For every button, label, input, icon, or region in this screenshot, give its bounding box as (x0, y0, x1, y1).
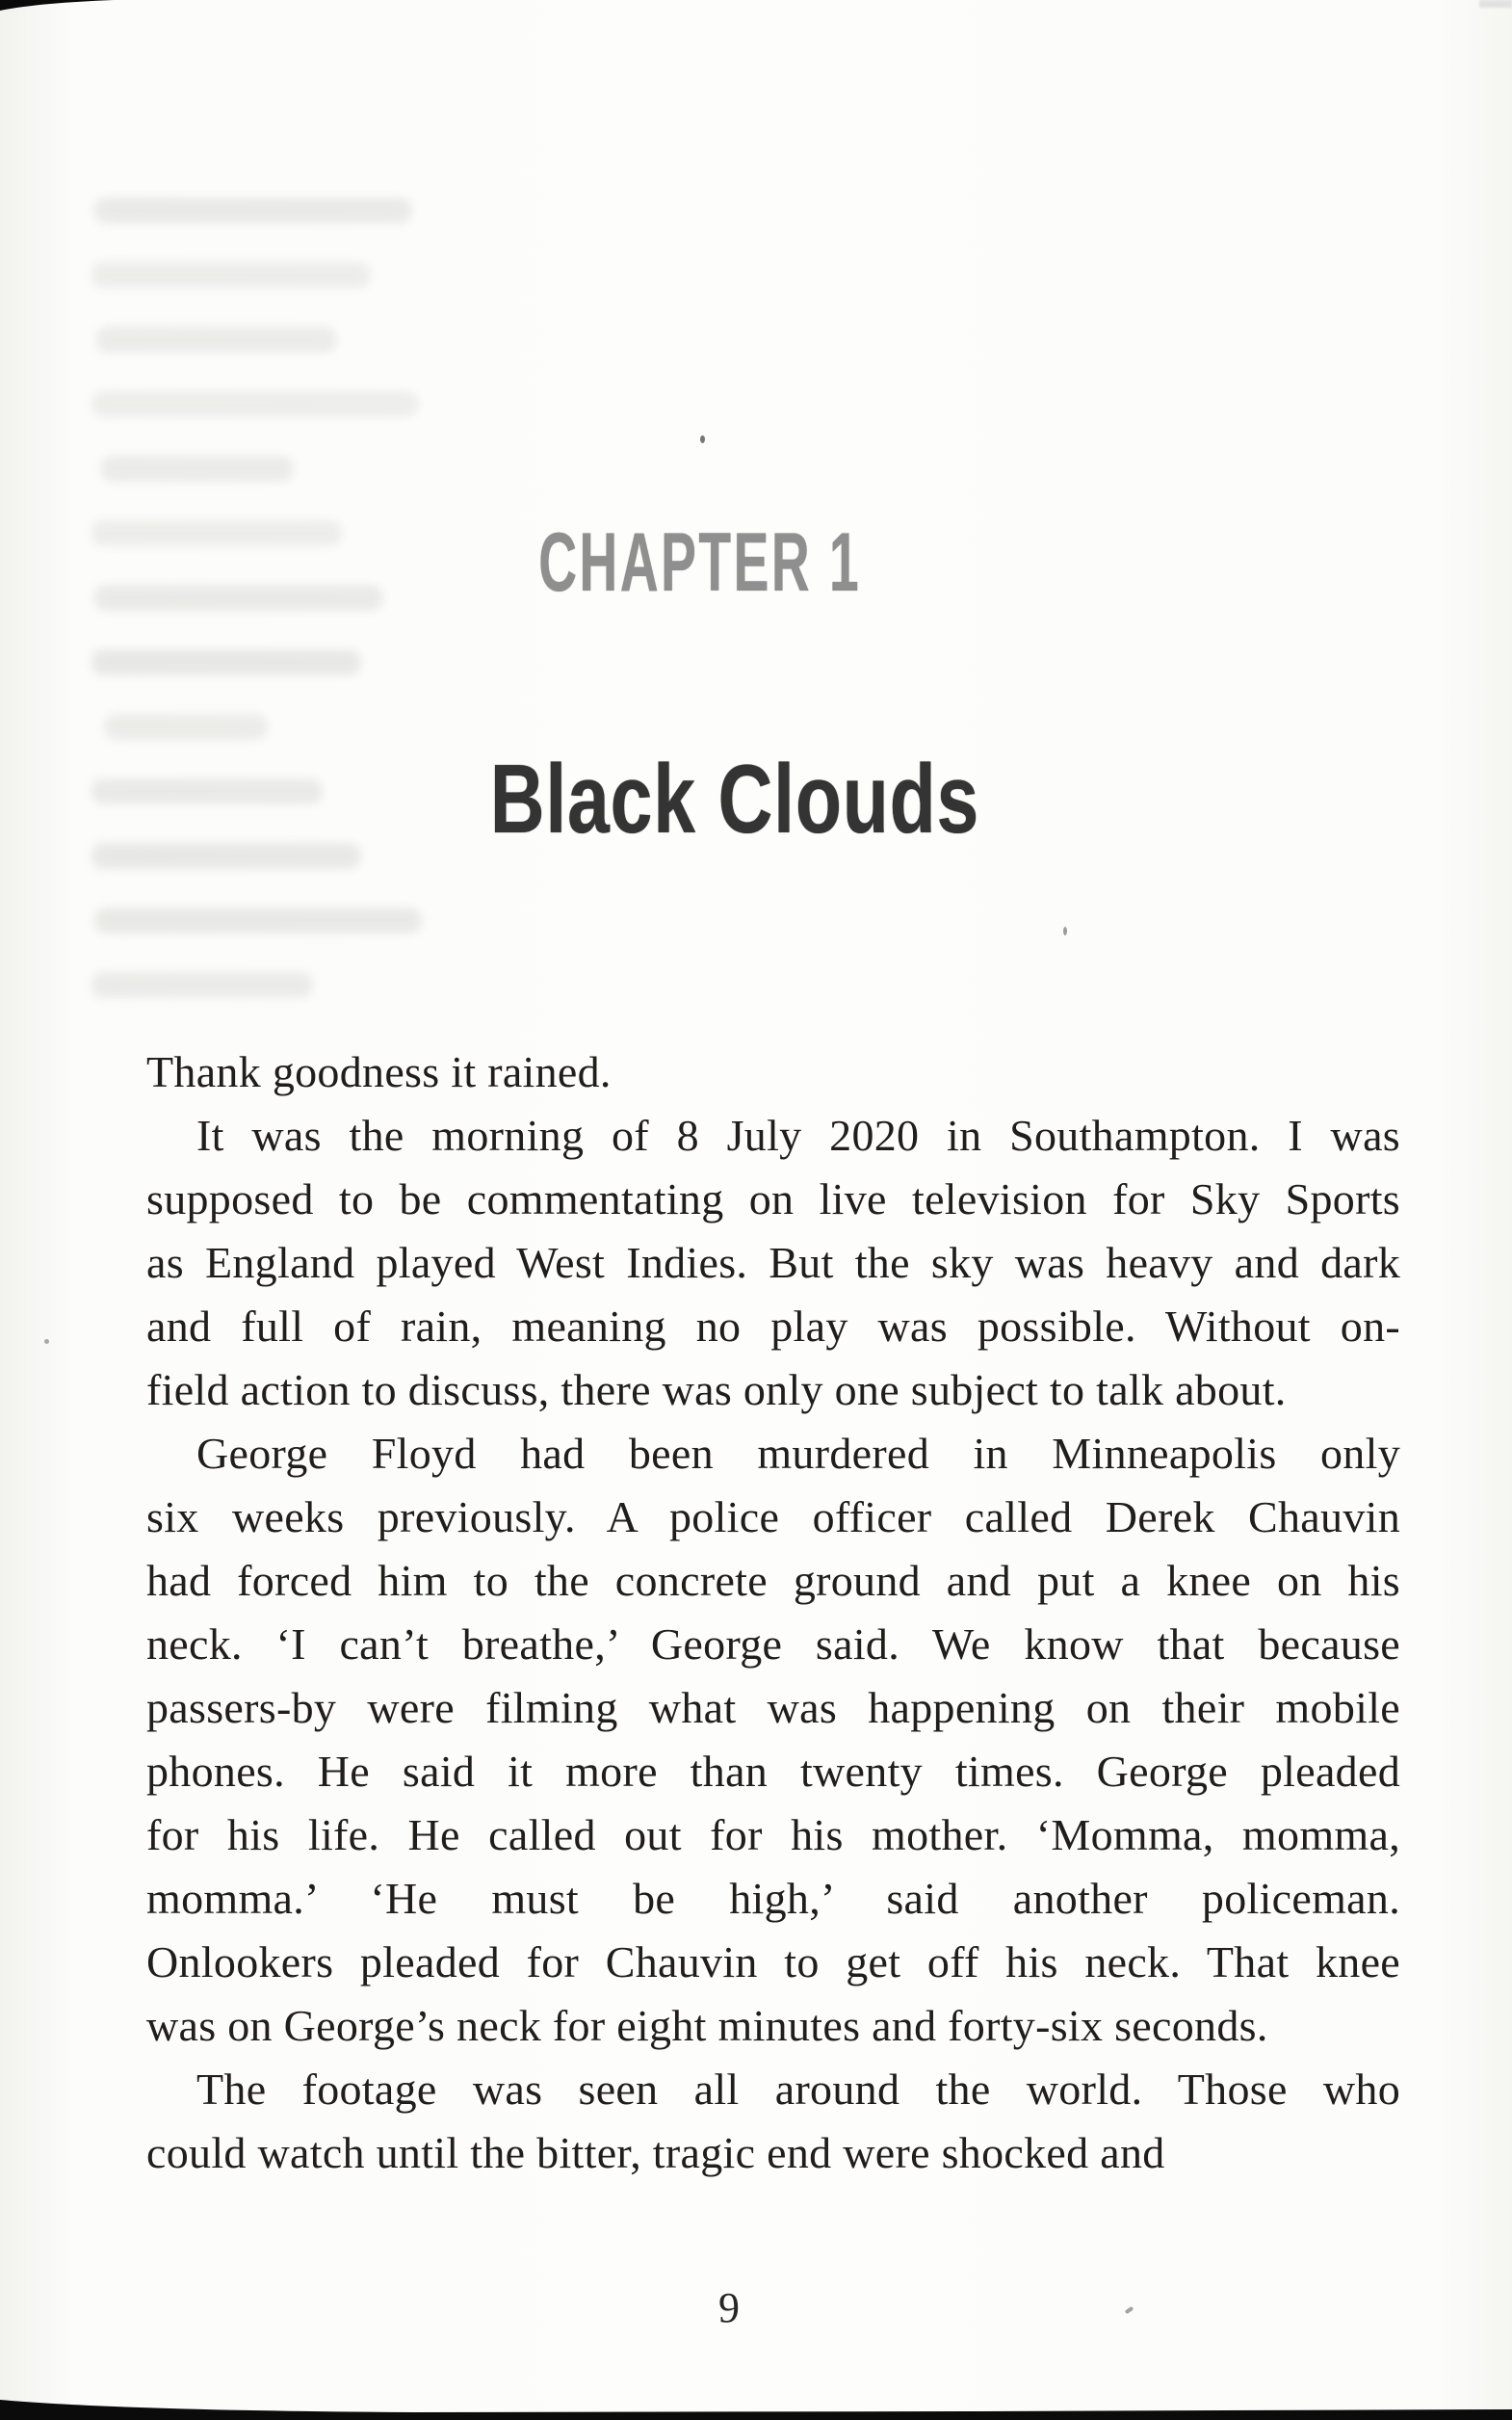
body-line: was on George’s neck for eight minutes and forty-six seconds. (146, 2001, 1268, 2050)
body-line: It was the morning of 8 July 2020 in Southampton. I was (196, 1111, 1400, 1160)
body-line: The footage was seen all around the world. Those who (196, 2065, 1400, 2114)
ink-speck (1063, 927, 1067, 935)
body-line: passers-by were filming what was happening on their mobile (146, 1683, 1400, 1732)
body-text (146, 1040, 1400, 2185)
bleedthrough-line (101, 456, 294, 482)
bleedthrough-line (91, 391, 419, 417)
ink-speck (1125, 2306, 1134, 2314)
bleedthrough-line (91, 262, 371, 288)
body-line: supposed to be commentating on live television for Sky Sports (146, 1174, 1400, 1223)
bleedthrough-line (96, 327, 337, 353)
body-line: phones. He said it more than twenty times. George pleaded (146, 1747, 1400, 1796)
bleedthrough-line (94, 197, 412, 224)
chapter-heading-row (0, 516, 1512, 609)
bleedthrough-line (91, 649, 361, 675)
body-line: and full of rain, meaning no play was possible. Without on- (146, 1302, 1400, 1351)
chapter-heading: CHAPTER 1 (538, 516, 862, 609)
body-line: as England played West Indies. But the sky was heavy and dark (146, 1238, 1400, 1287)
body-line: six weeks previously. A police officer called Derek Chauvin (146, 1492, 1400, 1541)
chapter-title-row (0, 746, 1512, 854)
bottom-page-edge-shadow (0, 2391, 1512, 2420)
body-line: Onlookers pleaded for Chauvin to get off his neck. That knee (146, 1937, 1400, 1986)
top-right-page-edge-mark (1479, 0, 1512, 8)
bleedthrough-line (104, 714, 268, 740)
body-line: field action to discuss, there was only one subject to talk about. (146, 1365, 1287, 1414)
bleedthrough-line (91, 972, 313, 998)
body-line: momma.’ ‘He must be high,’ said another policeman. (146, 1874, 1400, 1923)
chapter-title: Black Clouds (489, 746, 980, 854)
body-line: George Floyd had been murdered in Minneapolis only (196, 1429, 1400, 1478)
body-line: had forced him to the concrete ground and put a knee on his (146, 1556, 1400, 1605)
body-line: Thank goodness it rained. (146, 1047, 612, 1096)
body-line: for his life. He called out for his mother. ‘Momma, momma, (146, 1810, 1400, 1859)
bleedthrough-line (94, 908, 422, 934)
page-number: 9 (718, 2284, 740, 2331)
body-line: neck. ‘I can’t breathe,’ George said. We know that because (146, 1619, 1400, 1669)
body-line: could watch until the bitter, tragic end were shocked and (146, 2128, 1165, 2177)
ink-speck (44, 1339, 49, 1344)
top-left-page-edge-mark (0, 0, 144, 12)
ink-speck (700, 435, 705, 443)
